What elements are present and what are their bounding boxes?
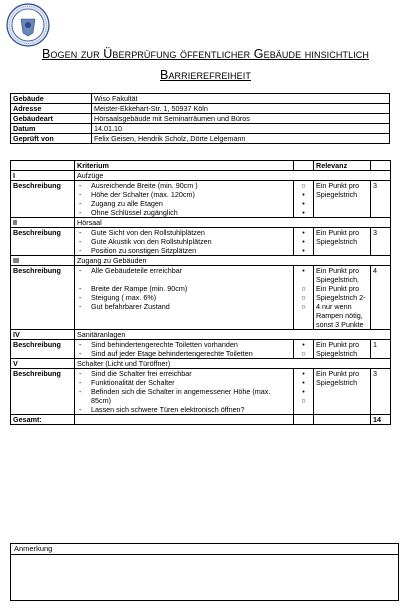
section-score: 3 [371, 369, 391, 415]
status-mark-icon: • [302, 340, 305, 349]
marks-list [296, 228, 311, 255]
criteria-list [77, 228, 291, 255]
relevanz-text: Ein Punkt pro Spiegelstrich [314, 228, 371, 256]
building-info-table [10, 93, 390, 144]
section-number: V [11, 359, 75, 369]
criterion-item: - Zugang zu alle Etagen [77, 199, 291, 208]
criterion-item: - Sind behindertengerechte Toiletten vorhanden [77, 340, 291, 349]
section-number: IV [11, 330, 75, 340]
document-title-line1: Bogen zur Überprüfung öffentlicher Gebäude hinsichtlich [42, 47, 369, 61]
beschreibung-label: Beschreibung [11, 228, 75, 256]
criterion-item: - Gut befahrbarer Zustand [77, 302, 291, 311]
criterion-item: - Höhe der Schalter (max. 120cm) [77, 190, 291, 199]
relevanz-text: Ein Punkt pro Spiegelstrich [314, 181, 371, 218]
section-description-row [11, 181, 391, 218]
info-row [11, 94, 390, 104]
criterion-item: - Ausreichende Breite (min. 90cm ) [77, 181, 291, 190]
status-mark-icon: • [302, 246, 305, 255]
anmerkung-box[interactable] [10, 543, 399, 601]
section-score: 1 [371, 340, 391, 359]
relevanz-text: Ein Punkt pro Spiegelstrich. Ein Punkt pro Spiegelstrich 2-4 nur wenn Rampen nötig, sonst 3 Punkte [314, 266, 371, 330]
beschreibung-label: Beschreibung [11, 340, 75, 359]
beschreibung-label: Beschreibung [11, 369, 75, 415]
anmerkung-label: Anmerkung [11, 544, 398, 555]
section-header-row [11, 218, 391, 228]
status-mark-icon: ○ [301, 302, 306, 311]
info-label: Adresse [11, 104, 92, 114]
section-header-row [11, 171, 391, 181]
status-mark-icon: • [302, 266, 305, 275]
status-mark-icon: ○ [301, 396, 306, 405]
section-description-row [11, 369, 391, 415]
status-mark-icon: • [302, 190, 305, 199]
section-description-row [11, 228, 391, 256]
criterion-item: - Steigung ( max. 6%) [77, 293, 291, 302]
criterion-item: - Gute Sicht von den Rollstuhlplätzen [77, 228, 291, 237]
section-score: 4 [371, 266, 391, 330]
info-row [11, 114, 390, 124]
document-title-line2: Barrierefreiheit [160, 68, 251, 82]
criteria-table [10, 160, 391, 425]
status-mark-icon: ○ [301, 293, 306, 302]
section-number: II [11, 218, 75, 228]
status-mark-icon: ○ [301, 284, 306, 293]
beschreibung-label: Beschreibung [11, 181, 75, 218]
marks-list [296, 266, 311, 311]
status-mark-icon: • [302, 387, 305, 396]
status-mark-icon: ○ [301, 349, 306, 358]
info-value: Hörsaalsgebäude mit Seminarräumen und Büros [92, 114, 390, 124]
info-label: Gebäudeart [11, 114, 92, 124]
gesamt-value: 14 [371, 415, 391, 425]
status-mark-icon: ○ [301, 181, 306, 190]
section-description-row [11, 266, 391, 330]
section-score: 3 [371, 228, 391, 256]
criteria-header-row [11, 161, 391, 171]
section-number: I [11, 171, 75, 181]
marks-list [296, 340, 311, 358]
criterion-item: - Sind die Schalter frei erreichbar [77, 369, 291, 378]
university-seal-icon [6, 3, 50, 47]
section-description-row [11, 340, 391, 359]
section-name: Zugang zu Gebäuden [75, 256, 391, 266]
criteria-list [77, 340, 291, 358]
criterion-item: - Breite der Rampe (min. 90cm) [77, 284, 291, 293]
info-value: Meister-Ekkehart-Str. 1, 50937 Köln [92, 104, 390, 114]
status-mark-icon: • [302, 378, 305, 387]
criterion-item: - Alle Gebäudeteile erreichbar [77, 266, 291, 275]
beschreibung-label: Beschreibung [11, 266, 75, 330]
section-header-row [11, 359, 391, 369]
section-name: Hörsaal [75, 218, 391, 228]
relevanz-text: Ein Punkt pro Spiegelstrich [314, 369, 371, 415]
section-name: Schalter (Licht und Türöffner) [75, 359, 391, 369]
criterion-item: - Befinden sich die Schalter in angemessener Höhe (max. 85cm) [77, 387, 291, 405]
criterion-item: - Position zu sonstigen Sitzplätzen [77, 246, 291, 255]
status-mark-icon: • [302, 208, 305, 217]
section-name: Sanitäranlagen [75, 330, 391, 340]
criteria-list [77, 181, 291, 217]
criterion-item: - Lassen sich schwere Türen elektronisch öffnen? [77, 405, 291, 414]
info-label: Geprüft von [11, 134, 92, 144]
relevanz-text: Ein Punkt pro Spiegelstrich [314, 340, 371, 359]
section-header-row [11, 256, 391, 266]
info-row [11, 104, 390, 114]
info-row [11, 124, 390, 134]
marks-list [296, 369, 311, 405]
marks-list [296, 181, 311, 217]
criterion-item: - Funktionalität der Schalter [77, 378, 291, 387]
total-row [11, 415, 391, 425]
status-mark-icon: • [302, 237, 305, 246]
criterion-item: - Ohne Schlüssel zugänglich [77, 208, 291, 217]
section-score: 3 [371, 181, 391, 218]
status-mark-icon: • [302, 228, 305, 237]
criterion-item: - Sind auf jeder Etage behindertengerechte Toiletten [77, 349, 291, 358]
info-label: Datum [11, 124, 92, 134]
info-label: Gebäude [11, 94, 92, 104]
status-mark-icon: • [302, 199, 305, 208]
info-value: Wiso Fakultät [92, 94, 390, 104]
gesamt-label: Gesamt: [11, 415, 75, 425]
kriterium-header: Kriterium [75, 161, 294, 171]
info-row [11, 134, 390, 144]
info-value: Felix Geisen, Hendrik Scholz, Dörte Lelgemann [92, 134, 390, 144]
criterion-item: - Gute Akustik von den Rollstuhlplätzen [77, 237, 291, 246]
section-header-row [11, 330, 391, 340]
criteria-list [77, 266, 291, 311]
section-number: III [11, 256, 75, 266]
info-value: 14.01.10 [92, 124, 390, 134]
status-mark-icon: • [302, 369, 305, 378]
criteria-list [77, 369, 291, 414]
relevanz-header: Relevanz [314, 161, 371, 171]
section-name: Aufzüge [75, 171, 391, 181]
